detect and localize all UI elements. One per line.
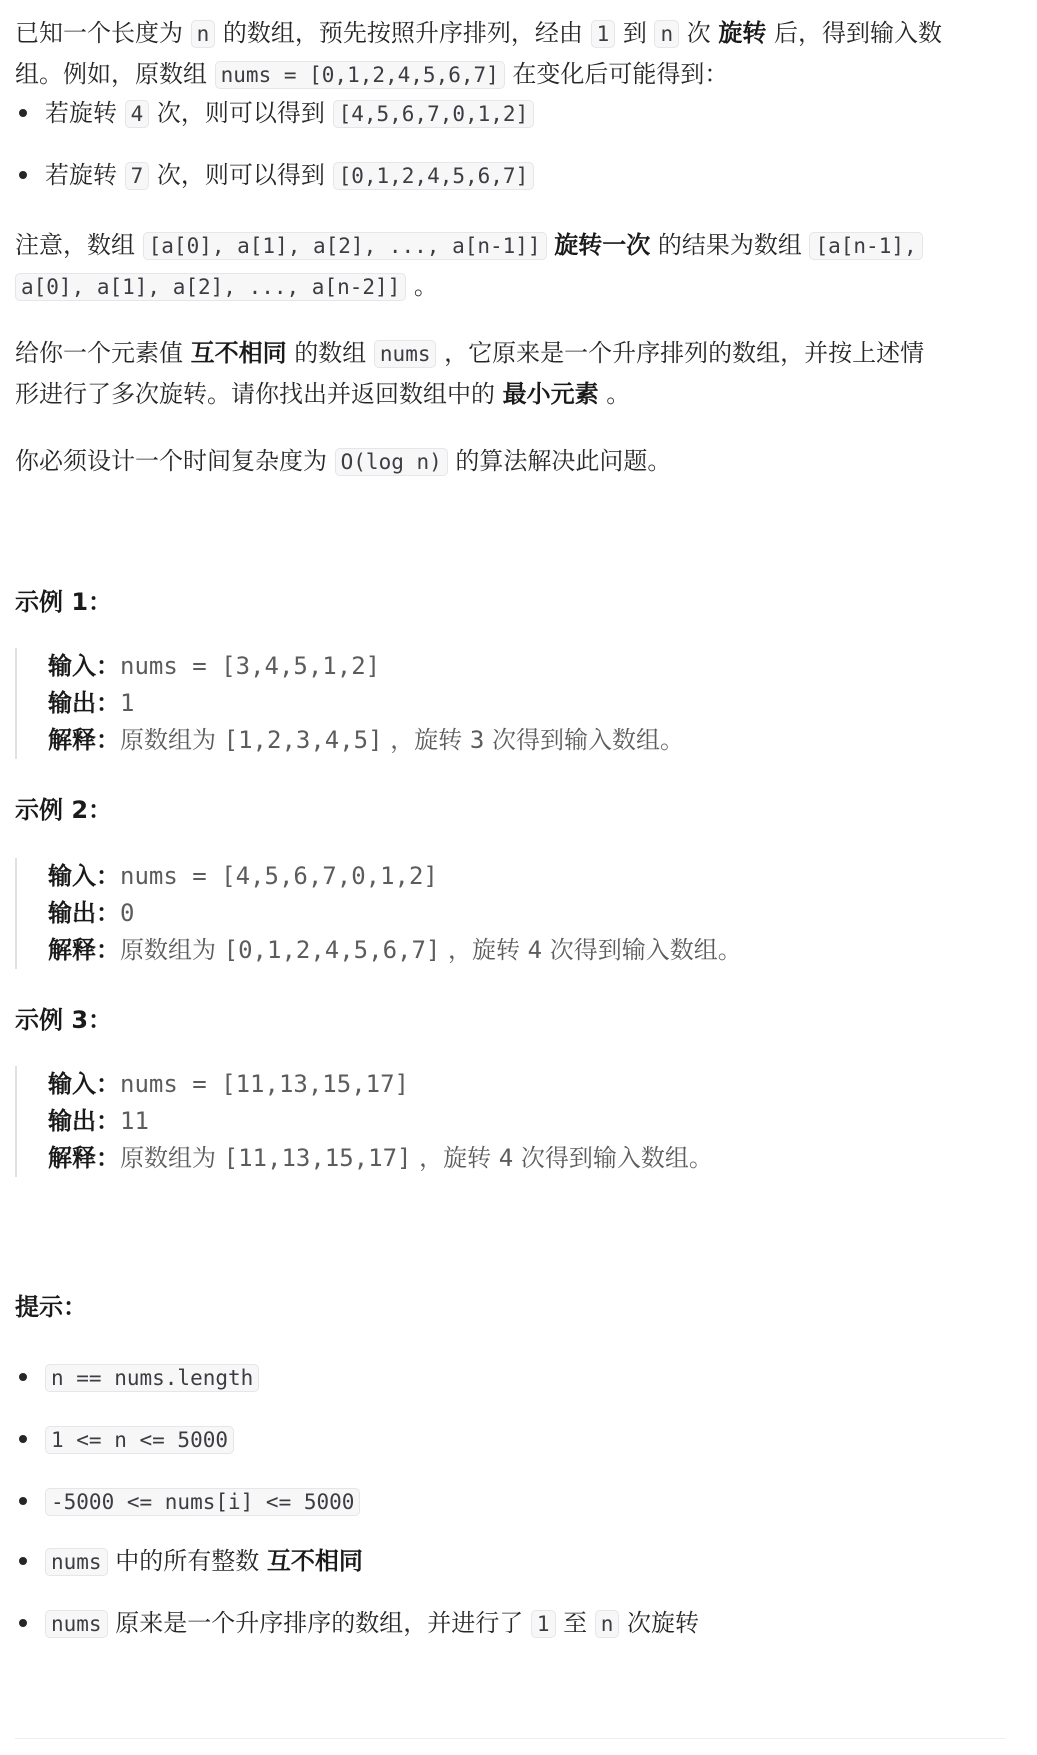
bullet-dot-icon bbox=[19, 1619, 27, 1627]
explain-text: 原数组为 bbox=[120, 726, 224, 754]
output-label: 输出： bbox=[48, 1107, 120, 1135]
explain-text: ，旋转 bbox=[382, 726, 470, 754]
task-text: 形进行了多次旋转。请你找出并返回数组中的 bbox=[15, 380, 503, 408]
inline-code: a[0], a[1], a[2], ..., a[n-2]] bbox=[15, 273, 406, 301]
list-item bbox=[15, 1481, 1015, 1521]
intro-text: 组。例如，原数组 bbox=[15, 60, 215, 88]
example-title: 示例 3： bbox=[15, 1006, 113, 1034]
bold-term: 互不相同 bbox=[190, 339, 287, 367]
explain-array: [11,13,15,17] bbox=[223, 1144, 412, 1172]
inline-code: n == nums.length bbox=[45, 1364, 259, 1392]
example-title: 示例 1： bbox=[15, 588, 113, 616]
inline-code: 1 bbox=[531, 1610, 556, 1638]
inline-code: nums bbox=[45, 1610, 108, 1638]
input-label: 输入： bbox=[48, 1070, 120, 1098]
explain-count: 4 bbox=[498, 1144, 514, 1172]
inline-code: 1 bbox=[591, 20, 616, 48]
inline-code: 7 bbox=[125, 162, 150, 190]
inline-code: [a[n-1], bbox=[809, 232, 922, 260]
example-block bbox=[15, 1066, 915, 1177]
intro-text: 次 bbox=[679, 19, 719, 47]
bold-term: 最小元素 bbox=[502, 380, 599, 408]
intro-text: 到 bbox=[615, 19, 655, 47]
intro-text: 的数组，预先按照升序排列，经由 bbox=[215, 19, 591, 47]
list-text: 至 bbox=[555, 1609, 595, 1637]
inline-code: nums = [0,1,2,4,5,6,7] bbox=[215, 61, 505, 89]
explain-text: 次得到输入数组。 bbox=[542, 936, 742, 964]
input-value: nums = [4,5,6,7,0,1,2] bbox=[120, 862, 438, 890]
task-text: ，它原来是一个升序排列的数组，并按上述情 bbox=[436, 339, 925, 367]
example-input-line bbox=[48, 858, 915, 895]
inline-code: nums bbox=[45, 1548, 108, 1576]
list-item bbox=[15, 1357, 1015, 1397]
explain-array: [0,1,2,4,5,6,7] bbox=[223, 936, 441, 964]
example-block bbox=[15, 858, 915, 969]
explain-text: 次得到输入数组。 bbox=[513, 1144, 713, 1172]
explain-label: 解释： bbox=[48, 1144, 120, 1172]
example-output-line bbox=[48, 895, 915, 932]
explain-text: 次得到输入数组。 bbox=[484, 726, 684, 754]
example-input-line bbox=[48, 648, 915, 685]
example-input-line bbox=[48, 1066, 915, 1103]
inline-code: [a[0], a[1], a[2], ..., a[n-1]] bbox=[143, 232, 547, 260]
list-item bbox=[15, 155, 1015, 195]
inline-code: n bbox=[595, 1610, 620, 1638]
output-label: 输出： bbox=[48, 689, 120, 717]
inline-code: 1 <= n <= 5000 bbox=[45, 1426, 234, 1454]
list-item bbox=[15, 1603, 1015, 1643]
task-text: 。 bbox=[598, 380, 631, 408]
task-text: 给你一个元素值 bbox=[15, 339, 191, 367]
complexity-paragraph bbox=[15, 441, 1015, 482]
task-text: 的数组 bbox=[286, 339, 374, 367]
list-item bbox=[15, 1541, 1015, 1581]
list-text: 次，则可以得到 bbox=[149, 161, 333, 189]
note-text: 注意，数组 bbox=[15, 231, 143, 259]
explain-array: [1,2,3,4,5] bbox=[223, 726, 383, 754]
list-text: 次，则可以得到 bbox=[149, 99, 333, 127]
bullet-dot-icon bbox=[19, 1497, 27, 1505]
inline-code: 4 bbox=[125, 100, 150, 128]
example-explain-line bbox=[48, 932, 915, 969]
inline-code: [0,1,2,4,5,6,7] bbox=[333, 162, 535, 190]
intro-text: 在变化后可能得到： bbox=[504, 60, 729, 88]
list-text: 次旋转 bbox=[619, 1609, 700, 1637]
output-value: 1 bbox=[120, 689, 135, 717]
list-item bbox=[15, 93, 1015, 133]
note-text: 的结果为数组 bbox=[650, 231, 810, 259]
inline-code: nums bbox=[374, 340, 437, 368]
output-value: 0 bbox=[120, 899, 135, 927]
explain-label: 解释： bbox=[48, 726, 120, 754]
input-label: 输入： bbox=[48, 652, 120, 680]
explain-text: ，旋转 bbox=[411, 1144, 499, 1172]
list-text: 若旋转 bbox=[45, 99, 125, 127]
bullet-dot-icon bbox=[19, 1435, 27, 1443]
explain-count: 3 bbox=[469, 726, 485, 754]
list-item bbox=[15, 1419, 1015, 1459]
note-paragraph bbox=[15, 225, 1015, 307]
input-value: nums = [3,4,5,1,2] bbox=[120, 652, 381, 680]
inline-code: O(log n) bbox=[335, 448, 448, 476]
list-text: 原来是一个升序排序的数组，并进行了 bbox=[107, 1609, 531, 1637]
inline-code: n bbox=[654, 20, 679, 48]
intro-text: 后，得到输入数 bbox=[766, 19, 943, 47]
explain-label: 解释： bbox=[48, 936, 120, 964]
bold-term: 旋转 bbox=[718, 19, 767, 47]
complexity-text: 的算法解决此问题。 bbox=[447, 447, 672, 475]
task-paragraph bbox=[15, 333, 1015, 414]
bold-term: 旋转一次 bbox=[554, 231, 651, 259]
example-explain-line bbox=[48, 1140, 915, 1177]
output-value: 11 bbox=[120, 1107, 149, 1135]
list-text: 若旋转 bbox=[45, 161, 125, 189]
inline-code: n bbox=[191, 20, 216, 48]
bullet-dot-icon bbox=[19, 1557, 27, 1565]
note-text: 。 bbox=[406, 272, 438, 300]
example-title: 示例 2： bbox=[15, 796, 113, 824]
intro-paragraph bbox=[15, 13, 1015, 95]
explain-text: ，旋转 bbox=[440, 936, 528, 964]
complexity-text: 你必须设计一个时间复杂度为 bbox=[15, 447, 335, 475]
explain-text: 原数组为 bbox=[120, 1144, 224, 1172]
explain-text: 原数组为 bbox=[120, 936, 224, 964]
bullet-dot-icon bbox=[19, 171, 27, 179]
divider bbox=[15, 1738, 1005, 1739]
input-value: nums = [11,13,15,17] bbox=[120, 1070, 409, 1098]
example-block bbox=[15, 648, 915, 759]
inline-code: -5000 <= nums[i] <= 5000 bbox=[45, 1488, 360, 1516]
inline-code: [4,5,6,7,0,1,2] bbox=[333, 100, 535, 128]
input-label: 输入： bbox=[48, 862, 120, 890]
list-text: 中的所有整数 bbox=[107, 1547, 267, 1575]
bullet-dot-icon bbox=[19, 109, 27, 117]
explain-count: 4 bbox=[527, 936, 543, 964]
hints-title: 提示： bbox=[15, 1293, 87, 1321]
example-output-line bbox=[48, 1103, 915, 1140]
example-explain-line bbox=[48, 722, 915, 759]
example-output-line bbox=[48, 685, 915, 722]
bullet-dot-icon bbox=[19, 1373, 27, 1381]
output-label: 输出： bbox=[48, 899, 120, 927]
intro-text: 已知一个长度为 bbox=[15, 19, 191, 47]
bold-term: 互不相同 bbox=[266, 1547, 363, 1575]
